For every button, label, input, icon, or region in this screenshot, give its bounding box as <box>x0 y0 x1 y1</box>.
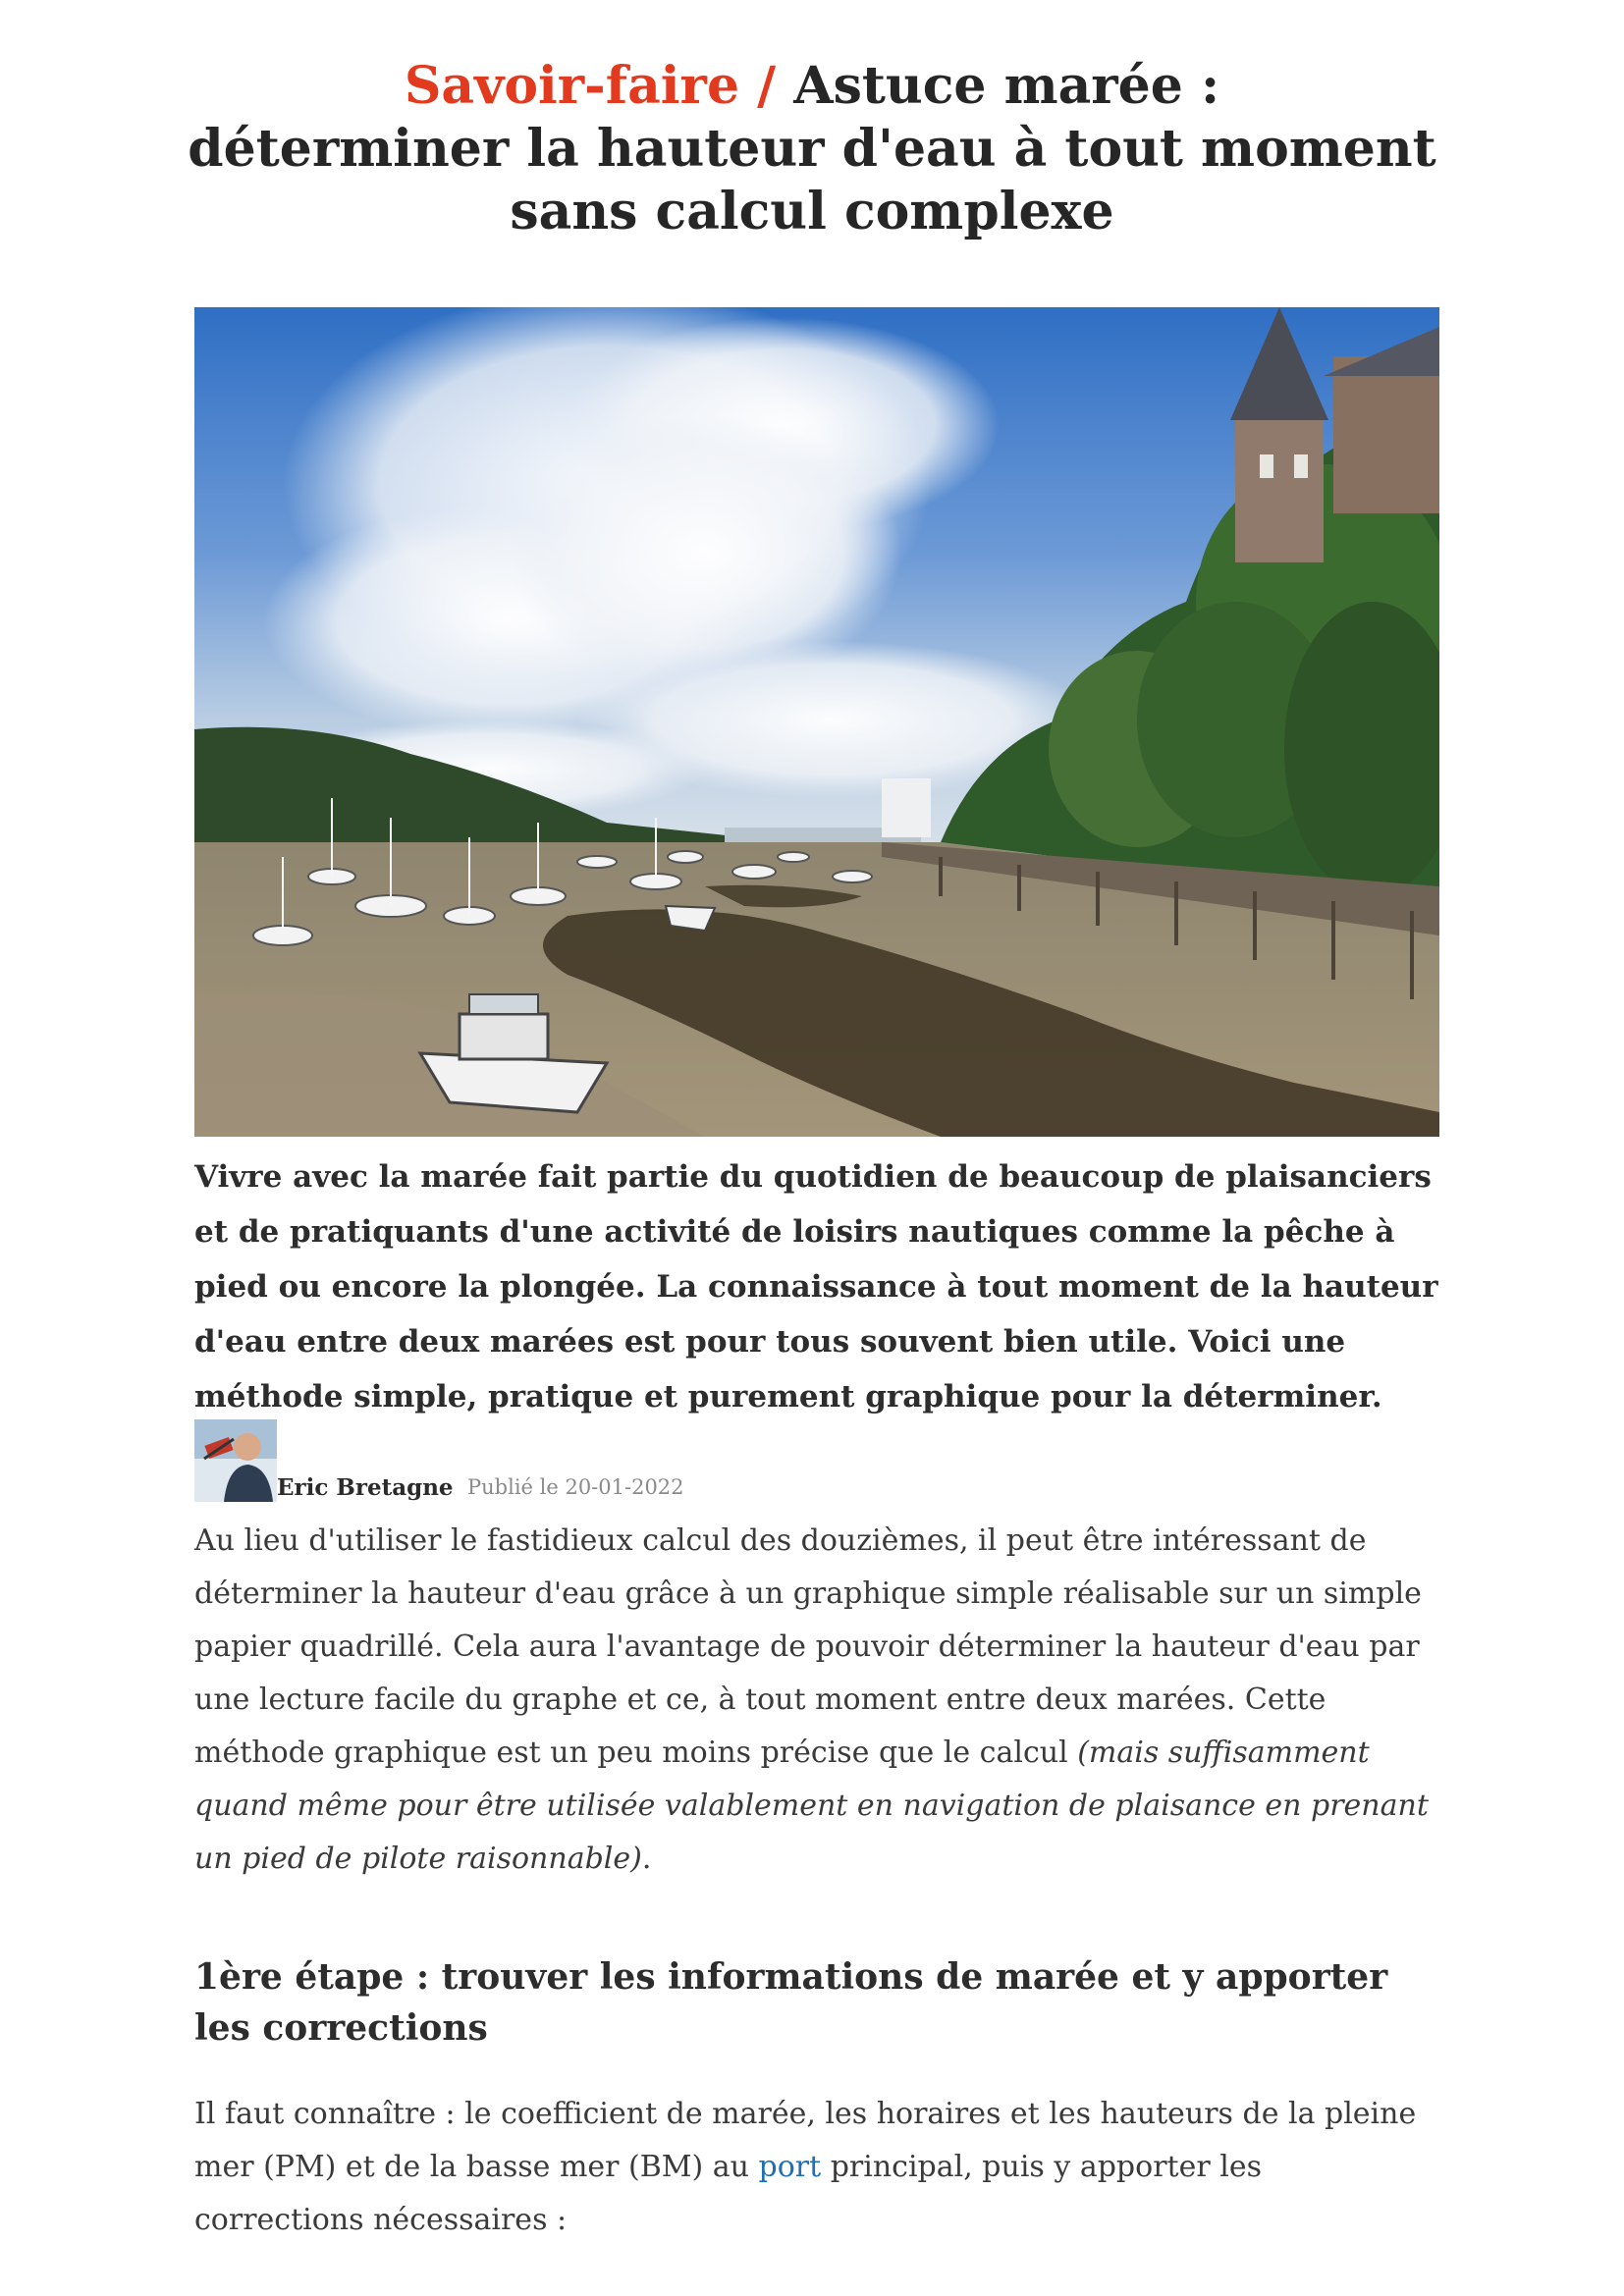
author-avatar[interactable] <box>194 1419 277 1502</box>
section-text-after: principal, puis y apporter les corrections nécessaires : <box>194 2150 1262 2237</box>
title-line3: sans calcul complexe <box>510 182 1114 241</box>
article-title <box>147 55 1477 243</box>
port-link[interactable]: port <box>758 2150 822 2184</box>
intro-text: Au lieu d'utiliser le fastidieux calcul des douzièmes, il peut être intéressant de déterminer la hauteur d'eau grâce à un graphique simple réalisable sur un simple papier quadrillé. Cela aura l'avantage de pouvoir déterminer la hauteur d'eau par une lecture facile du graphe et ce, à tout moment entre deux marées. Cette méthode graphique est un peu moins précise que le calcul <box>194 1523 1422 1770</box>
intro-end: . <box>641 1842 652 1876</box>
author-name[interactable]: Eric Bretagne <box>277 1474 454 1501</box>
hero-photo <box>194 307 1439 1137</box>
title-separator: / <box>757 56 777 116</box>
publish-date: Publié le 20-01-2022 <box>467 1475 684 1499</box>
article-lead: Vivre avec la marée fait partie du quotidien de beaucoup de plaisanciers et de pratiquants d'une activité de loisirs nautiques comme la pêche à pied ou encore la plongée. La connaissance à tout moment de la hauteur d'eau entre deux marées est pour tous souvent bien utile. Voici une méthode simple, pratique et purement graphique pour la déterminer. <box>194 1159 1438 1415</box>
intro-italic: (mais suffisamment quand même pour être utilisée valablement en navigation de plaisance en prenant un pied de pilote raisonnable) <box>194 1735 1429 1876</box>
rubric-link[interactable]: Savoir-faire <box>404 56 740 116</box>
section-paragraph <box>194 2088 1439 2247</box>
byline <box>194 1419 1078 1502</box>
title-line2: déterminer la hauteur d'eau à tout moment <box>188 119 1436 179</box>
title-line1: Astuce marée : <box>793 56 1220 116</box>
section-text-before: Il faut connaître : le coefficient de marée, les horaires et les hauteurs de la pleine mer (PM) et de la basse mer (BM) au <box>194 2097 1417 2184</box>
intro-paragraph <box>194 1515 1439 1886</box>
section-heading: 1ère étape : trouver les informations de marée et y apporter les corrections <box>194 1956 1388 2049</box>
